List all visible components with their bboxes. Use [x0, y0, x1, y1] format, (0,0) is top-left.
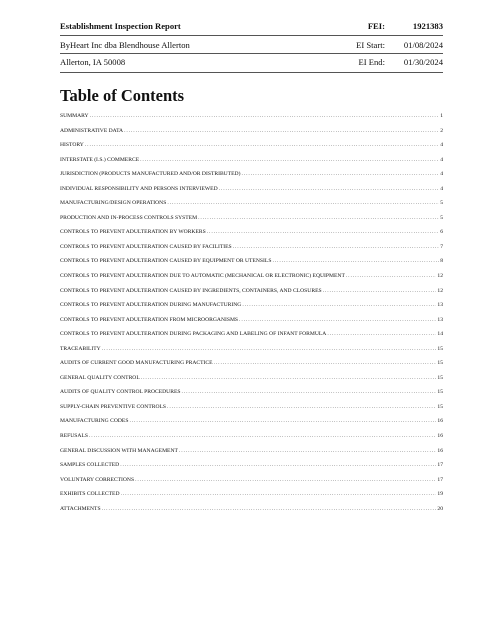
firm-name: ByHeart Inc dba Blendhouse Allerton	[60, 40, 190, 50]
toc-entry-page: 15	[437, 389, 443, 396]
dot-leader	[141, 374, 437, 382]
toc-entry[interactable]	[60, 156, 443, 171]
toc-entry-page: 16	[437, 433, 443, 440]
toc-entry-page: 16	[437, 418, 443, 425]
toc-entry-page: 13	[437, 302, 443, 309]
toc-entry-page: 12	[437, 273, 443, 280]
ei-start-label: EI Start:	[356, 40, 385, 50]
header-divider	[60, 53, 443, 54]
toc-entry-page: 8	[440, 258, 443, 265]
toc-entry[interactable]	[60, 199, 443, 214]
dot-leader	[120, 461, 436, 469]
dot-leader	[272, 257, 439, 265]
dot-leader	[102, 505, 437, 513]
toc-entry[interactable]	[60, 257, 443, 272]
toc-entry-page: 19	[437, 491, 443, 498]
dot-leader	[239, 316, 436, 324]
ei-end-label: EI End:	[358, 57, 385, 67]
toc-entry-title: TRACEABILITY	[60, 345, 101, 352]
toc-entry[interactable]	[60, 432, 443, 447]
dot-leader	[102, 345, 437, 353]
toc-entry[interactable]	[60, 214, 443, 229]
dot-leader	[181, 388, 436, 396]
toc-entry-title: PRODUCTION AND IN-PROCESS CONTROLS SYSTEM	[60, 214, 198, 221]
toc-list	[60, 112, 443, 519]
fei-label: FEI:	[367, 21, 385, 31]
toc-entry-title: REFUSALS	[60, 433, 88, 440]
toc-entry-page: 16	[437, 447, 443, 454]
toc-entry[interactable]	[60, 403, 443, 418]
toc-entry[interactable]	[60, 476, 443, 491]
toc-entry[interactable]	[60, 243, 443, 258]
toc-entry-page: 12	[437, 287, 443, 294]
toc-entry[interactable]	[60, 359, 443, 374]
toc-entry-page: 15	[437, 360, 443, 367]
toc-entry-page: 20	[437, 505, 443, 512]
dot-leader	[124, 127, 439, 135]
toc-entry-page: 17	[437, 476, 443, 483]
toc-entry[interactable]	[60, 141, 443, 156]
toc-entry-title: INDIVIDUAL RESPONSIBILITY AND PERSONS INTERVIEWED	[60, 185, 218, 192]
toc-entry[interactable]	[60, 447, 443, 462]
dot-leader	[85, 141, 439, 149]
toc-entry-page: 6	[440, 229, 443, 236]
dot-leader	[129, 417, 436, 425]
toc-entry[interactable]	[60, 272, 443, 287]
toc-entry-title: CONTROLS TO PREVENT ADULTERATION CAUSED BY FACILITIES	[60, 243, 232, 250]
firm-location: Allerton, IA 50008	[60, 57, 126, 67]
dot-leader	[89, 432, 436, 440]
toc-entry-title: CONTROLS TO PREVENT ADULTERATION DUE TO AUTOMATIC (MECHANICAL OR ELECTRONIC) EQUIPMENT	[60, 273, 345, 280]
dot-leader	[207, 228, 439, 236]
toc-entry-page: 7	[440, 243, 443, 250]
toc-entry-title: AUDITS OF CURRENT GOOD MANUFACTURING PRACTICE	[60, 360, 213, 367]
toc-entry[interactable]	[60, 287, 443, 302]
fei-value: 1921383	[412, 21, 443, 31]
toc-entry[interactable]	[60, 490, 443, 505]
toc-entry-page: 17	[437, 462, 443, 469]
dot-leader	[167, 199, 439, 207]
toc-entry-title: HISTORY	[60, 142, 84, 149]
toc-entry-page: 4	[440, 142, 443, 149]
toc-entry[interactable]	[60, 301, 443, 316]
toc-entry-page: 15	[437, 403, 443, 410]
toc-entry-title: CONTROLS TO PREVENT ADULTERATION CAUSED BY INGREDIENTS, CONTAINERS, AND CLOSURES	[60, 287, 322, 294]
toc-entry[interactable]	[60, 374, 443, 389]
toc-entry-title: EXHIBITS COLLECTED	[60, 491, 120, 498]
toc-entry[interactable]	[60, 228, 443, 243]
dot-leader	[327, 330, 436, 338]
toc-entry[interactable]	[60, 345, 443, 360]
toc-entry-title: CONTROLS TO PREVENT ADULTERATION BY WORKERS	[60, 229, 206, 236]
report-title: Establishment Inspection Report	[60, 21, 181, 31]
dot-leader	[241, 170, 439, 178]
toc-entry-title: MANUFACTURING/DESIGN OPERATIONS	[60, 200, 167, 207]
toc-entry-title: SUPPLY-CHAIN PREVENTIVE CONTROLS	[60, 403, 167, 410]
toc-entry-title: ATTACHMENTS	[60, 505, 101, 512]
toc-entry[interactable]	[60, 388, 443, 403]
toc-entry-page: 4	[440, 171, 443, 178]
dot-leader	[198, 214, 439, 222]
dot-leader	[167, 403, 436, 411]
dot-leader	[233, 243, 440, 251]
toc-entry-title: SAMPLES COLLECTED	[60, 462, 120, 469]
dot-leader	[179, 447, 436, 455]
toc-entry-title: VOLUNTARY CORRECTIONS	[60, 476, 135, 483]
toc-entry-page: 2	[440, 127, 443, 134]
toc-heading: Table of Contents	[60, 86, 185, 105]
toc-entry-page: 15	[437, 374, 443, 381]
toc-entry-title: AUDITS OF QUALITY CONTROL PROCEDURES	[60, 389, 181, 396]
toc-entry-title: GENERAL QUALITY CONTROL	[60, 374, 140, 381]
dot-leader	[135, 476, 436, 484]
toc-entry-title: ADMINISTRATIVE DATA	[60, 127, 124, 134]
dot-leader	[219, 185, 440, 193]
toc-entry[interactable]	[60, 170, 443, 185]
toc-entry-page: 13	[437, 316, 443, 323]
toc-entry-page: 4	[440, 156, 443, 163]
toc-entry-page: 5	[440, 200, 443, 207]
ei-end-value: 01/30/2024	[403, 57, 443, 67]
toc-entry[interactable]	[60, 112, 443, 127]
toc-entry-page: 5	[440, 214, 443, 221]
toc-entry-title: SUMMARY	[60, 113, 89, 119]
dot-leader	[90, 112, 440, 120]
ei-start-value: 01/08/2024	[403, 40, 443, 50]
toc-entry-title: CONTROLS TO PREVENT ADULTERATION DURING PACKAGING AND LABELING OF INFANT FORMULA	[60, 331, 327, 338]
toc-entry-title: JURISDICTION (PRODUCTS MANUFACTURED AND/OR DISTRIBUTED)	[60, 171, 241, 178]
dot-leader	[121, 490, 437, 498]
dot-leader	[242, 301, 436, 309]
header-divider	[60, 35, 443, 36]
toc-entry-title: CONTROLS TO PREVENT ADULTERATION FROM MICROORGANISMS	[60, 316, 239, 323]
dot-leader	[140, 156, 439, 164]
dot-leader	[323, 287, 437, 295]
toc-entry-title: CONTROLS TO PREVENT ADULTERATION DURING MANUFACTURING	[60, 302, 242, 309]
toc-entry[interactable]	[60, 417, 443, 432]
toc-entry-page: 14	[437, 331, 443, 338]
toc-entry-title: GENERAL DISCUSSION WITH MANAGEMENT	[60, 447, 178, 454]
toc-entry-title: INTERSTATE (I.S.) COMMERCE	[60, 156, 140, 163]
header-divider	[60, 72, 443, 73]
toc-entry-title: CONTROLS TO PREVENT ADULTERATION CAUSED BY EQUIPMENT OR UTENSILS	[60, 258, 272, 265]
toc-entry[interactable]	[60, 316, 443, 331]
dot-leader	[346, 272, 437, 280]
toc-entry[interactable]	[60, 127, 443, 142]
toc-entry-title: MANUFACTURING CODES	[60, 418, 129, 425]
toc-entry[interactable]	[60, 505, 443, 520]
toc-entry[interactable]	[60, 185, 443, 200]
toc-entry[interactable]	[60, 330, 443, 345]
toc-entry-page: 1	[440, 113, 443, 119]
toc-entry[interactable]	[60, 461, 443, 476]
toc-entry-page: 15	[437, 345, 443, 352]
toc-entry-page: 4	[440, 185, 443, 192]
dot-leader	[214, 359, 437, 367]
